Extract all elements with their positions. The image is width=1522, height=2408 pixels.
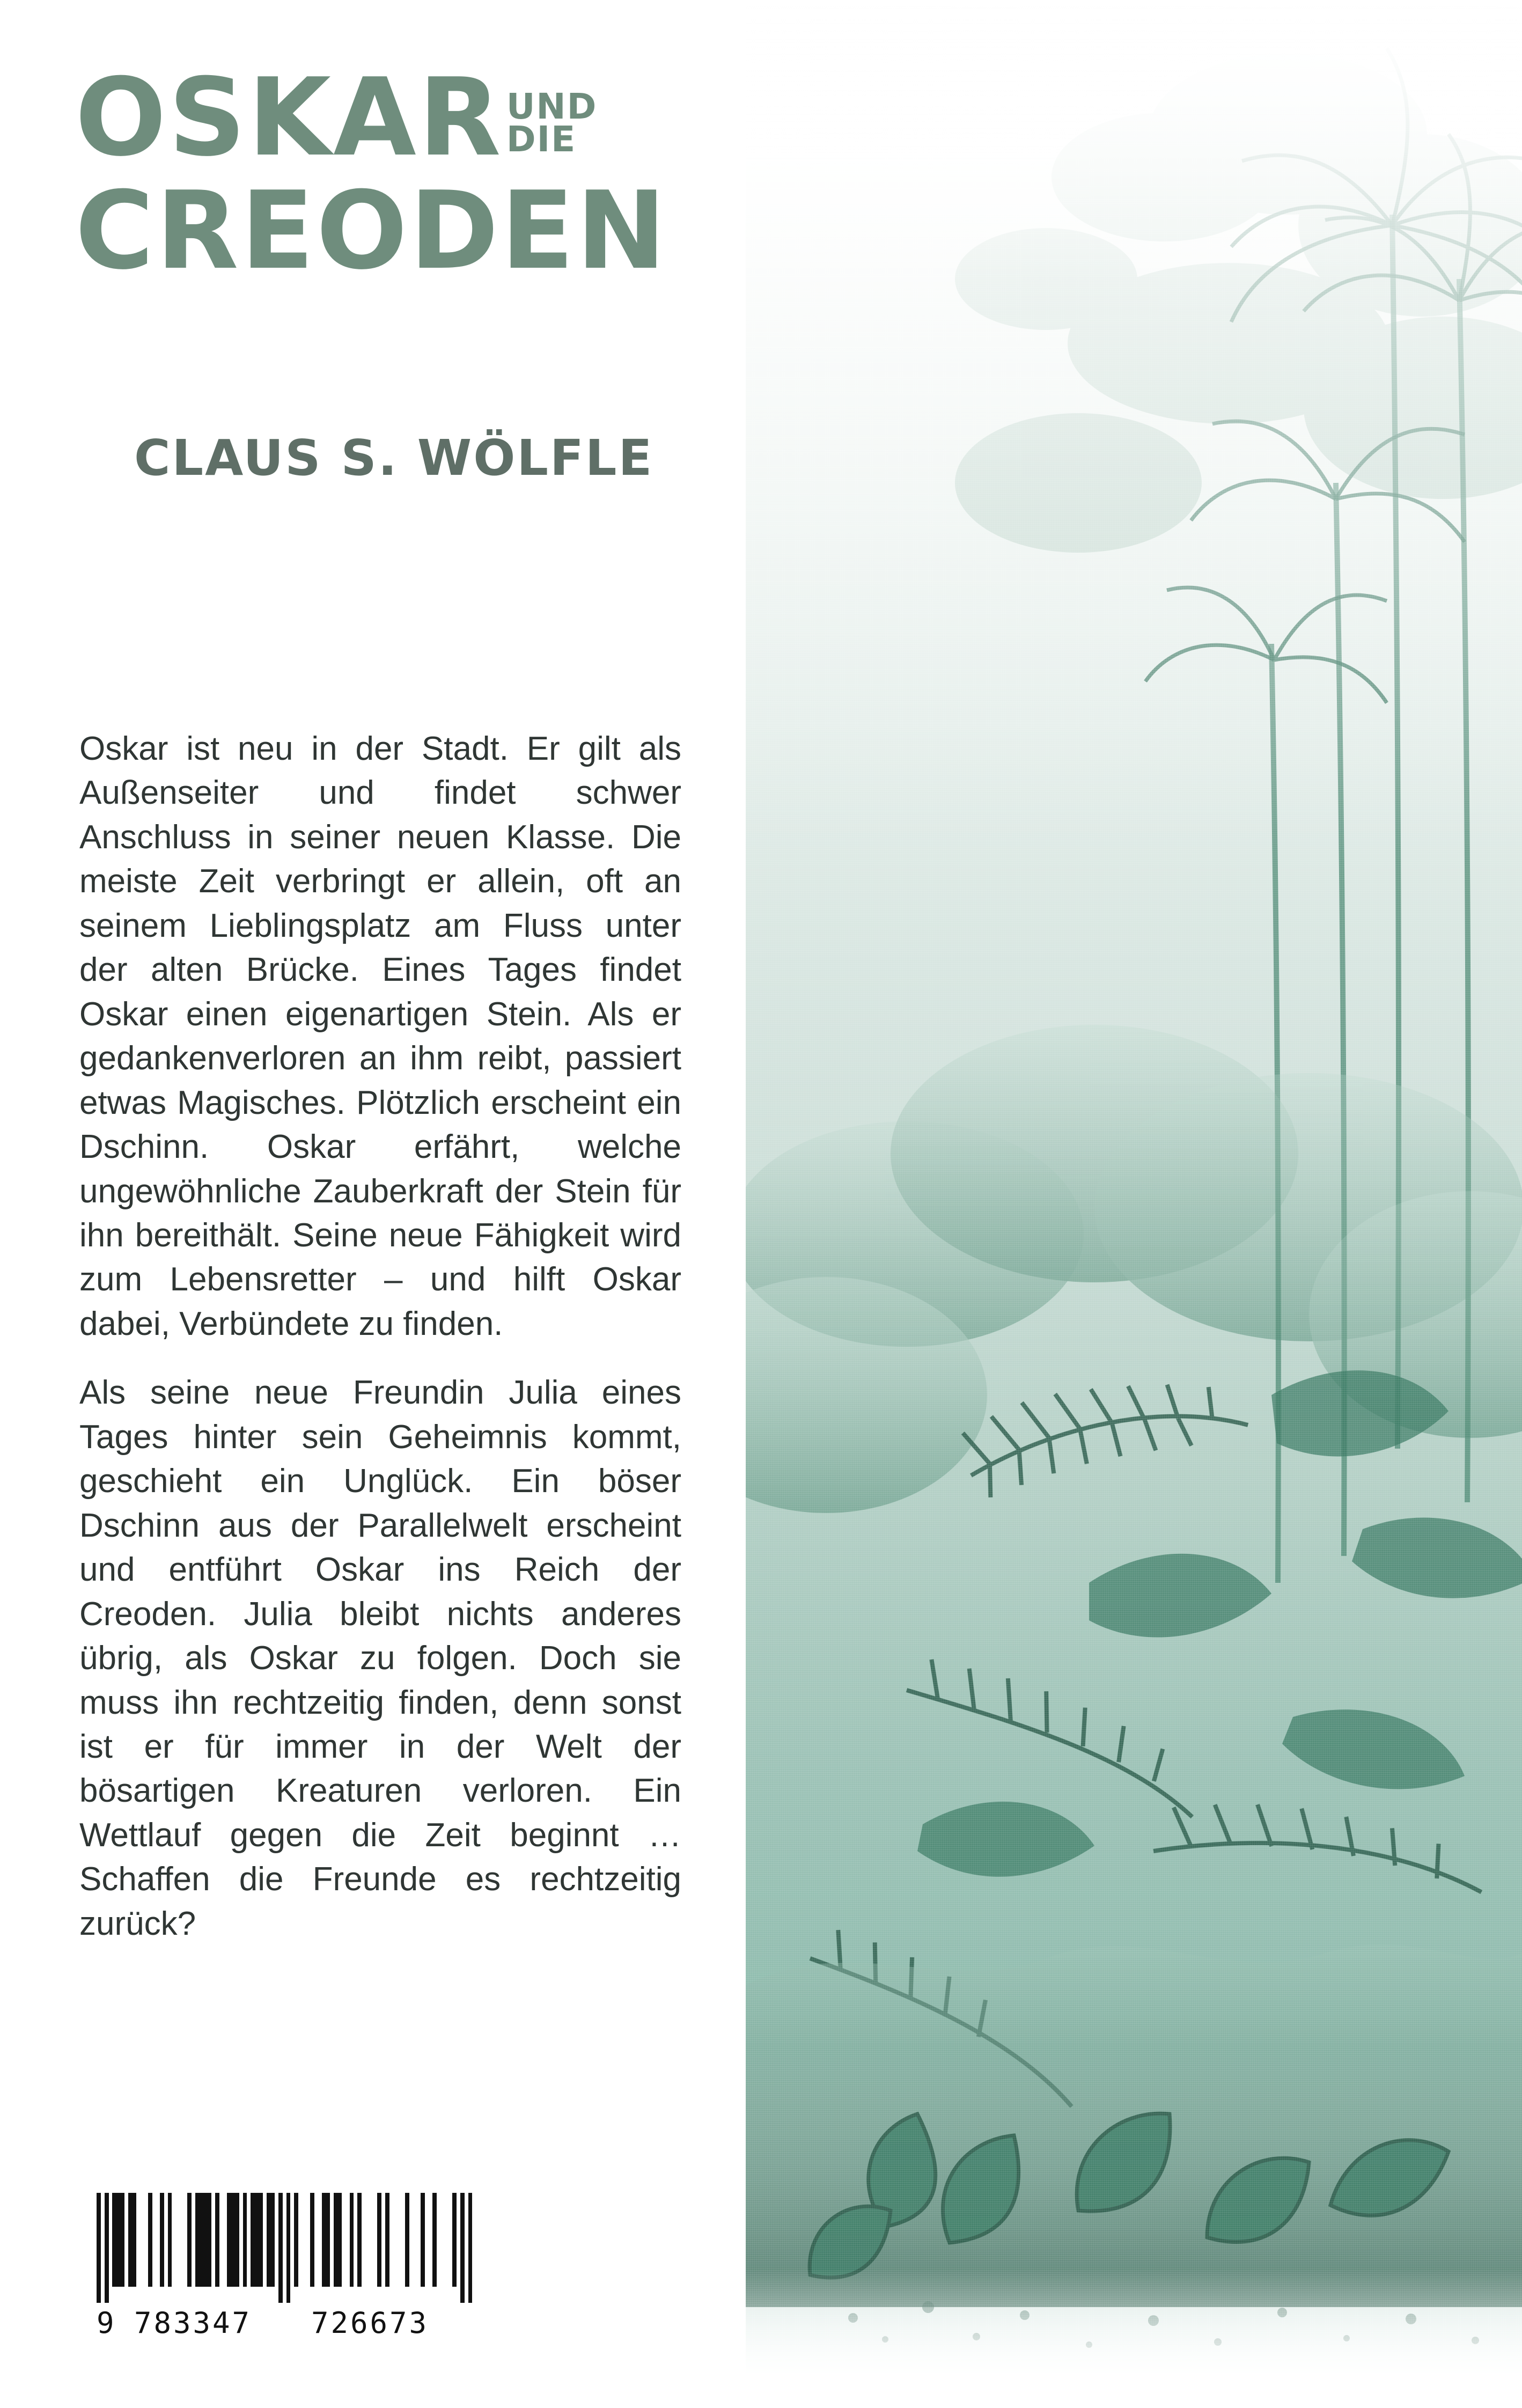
barcode-right-group: 726673 xyxy=(311,2306,429,2340)
barcode-lead-digit: 9 xyxy=(97,2306,116,2340)
blurb-text xyxy=(79,727,681,1946)
jungle-illustration xyxy=(746,0,1522,2408)
title-line-one xyxy=(75,55,708,180)
title-word-creoden: CREODEN xyxy=(75,168,668,293)
barcode-left-group: 783347 xyxy=(134,2306,252,2340)
text-panel xyxy=(0,0,746,2408)
barcode-bars xyxy=(97,2193,472,2303)
title-small-words xyxy=(506,86,598,160)
author-name: CLAUS S. WÖLFLE xyxy=(134,429,654,487)
title-word-die: DIE xyxy=(506,119,577,160)
title-word-oskar: OSKAR xyxy=(75,55,503,180)
barcode-digits xyxy=(97,2306,472,2338)
book-title xyxy=(75,55,708,293)
jungle-artwork xyxy=(746,0,1522,2408)
barcode xyxy=(97,2193,483,2338)
blurb-paragraph-2: Als seine neue Freundin Julia eines Tages hinter sein Geheimnis kommt, geschieht ein Unglück. Ein böser Dschinn aus der Parallelwelt erscheint und entführt Oskar ins Reich der Creoden. Julia bleibt nichts anderes übrig, als Oskar zu folgen. Doch sie muss ihn rechtzeitig finden, denn sonst ist er für immer in der Welt der bösartigen Kreaturen verloren. Ein Wettlauf gegen die Zeit beginnt … Schaffen die Freunde es rechtzeitig zurück? xyxy=(79,1374,681,1942)
broad-leaves xyxy=(917,1370,1522,1877)
title-word-und: UND xyxy=(506,86,598,128)
blurb-paragraph-1: Oskar ist neu in der Stadt. Er gilt als Außenseiter und findet schwer Anschluss in seiner neuen Klasse. Die meiste Zeit verbringt er allein, oft an seinem Lieblingsplatz am Fluss unter der alten Brücke. Eines Tages findet Oskar einen eigenartigen Stein. Als er gedankenverloren an ihm reibt, passiert etwas Magisches. Plötzlich erscheint ein Dschinn. Oskar erfährt, welche ungewöhnliche Zauberkraft der Stein für ihn bereithält. Seine neue Fähigkeit wird zum Lebensretter – und hilft Oskar dabei, Verbündete zu finden. xyxy=(79,730,681,1342)
ink-splatter xyxy=(848,2301,1479,2348)
